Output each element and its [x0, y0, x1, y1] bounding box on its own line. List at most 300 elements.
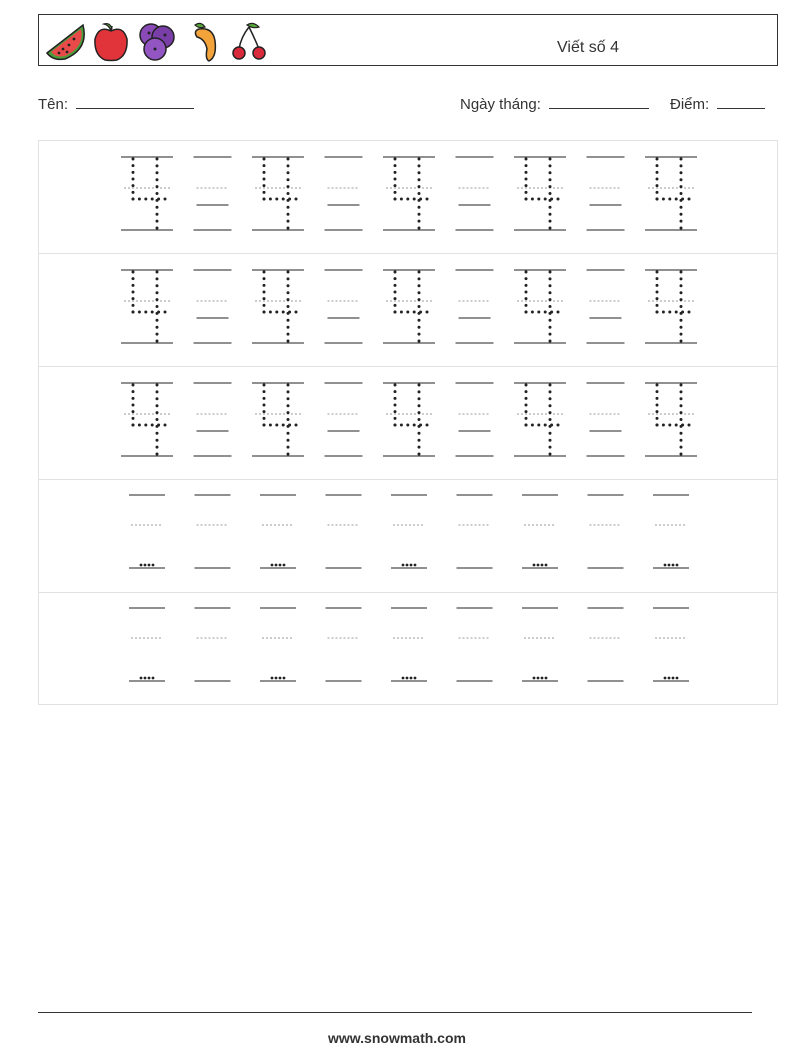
trace-dot [394, 424, 397, 427]
trace-dot [656, 297, 659, 300]
start-dot [533, 564, 536, 567]
trace-dot [426, 311, 429, 314]
trace-dot [295, 198, 298, 201]
trace-dot [156, 284, 159, 287]
trace-dot [549, 298, 552, 301]
trace-dot [156, 164, 159, 167]
start-dot [406, 564, 409, 567]
trace-dot [287, 298, 290, 301]
trace-dot [418, 432, 421, 435]
trace-dot [132, 277, 135, 280]
trace-dot [680, 453, 683, 456]
trace-dot [656, 184, 659, 187]
trace-dot [418, 312, 421, 315]
start-dot [140, 677, 143, 680]
trace-dot [544, 198, 547, 201]
trace-dot [680, 171, 683, 174]
trace-dot [418, 164, 421, 167]
trace-dot [132, 284, 135, 287]
trace-dot [656, 178, 659, 181]
trace-dot [287, 192, 290, 195]
trace-dot [287, 284, 290, 287]
trace-dot [525, 297, 528, 300]
start-dot [148, 677, 151, 680]
trace-dot [549, 319, 552, 322]
trace-dot [156, 178, 159, 181]
start-dot [668, 677, 671, 680]
trace-dot [656, 171, 659, 174]
trace-dot [156, 192, 159, 195]
trace-dot [156, 158, 159, 161]
trace-dot [132, 158, 135, 161]
trace-dot [656, 424, 659, 427]
trace-dot [418, 185, 421, 188]
row-guides [39, 141, 777, 254]
start-dot [140, 564, 143, 567]
trace-dot [557, 311, 560, 314]
trace-dot [156, 319, 159, 322]
trace-dot [164, 424, 167, 427]
trace-dot [287, 340, 290, 343]
start-dot [676, 677, 679, 680]
trace-dot [132, 171, 135, 174]
trace-dot [287, 305, 290, 308]
trace-dot [287, 213, 290, 216]
trace-dot [394, 184, 397, 187]
trace-dot [287, 333, 290, 336]
trace-dot [275, 311, 278, 314]
trace-dot [287, 404, 290, 407]
trace-dot [525, 277, 528, 280]
trace-dot [537, 424, 540, 427]
practice-grid [38, 140, 778, 705]
trace-dot [680, 305, 683, 308]
name-field [38, 94, 194, 113]
start-dot [152, 677, 155, 680]
trace-dot [680, 206, 683, 209]
trace-dot [680, 192, 683, 195]
start-dot [541, 564, 544, 567]
trace-dot [525, 271, 528, 274]
trace-dot [656, 404, 659, 407]
trace-dot [418, 411, 421, 414]
trace-dot [156, 305, 159, 308]
trace-dot [549, 390, 552, 393]
trace-dot [680, 185, 683, 188]
trace-dot [656, 417, 659, 420]
trace-dot [525, 311, 528, 314]
trace-dot [151, 311, 154, 314]
trace-dot [418, 220, 421, 223]
trace-dot [263, 284, 266, 287]
trace-dot [394, 384, 397, 387]
trace-dot [156, 298, 159, 301]
trace-dot [394, 198, 397, 201]
start-dot [148, 564, 151, 567]
trace-dot [656, 304, 659, 307]
trace-dot [680, 432, 683, 435]
trace-dot [406, 198, 409, 201]
trace-dot [287, 418, 290, 421]
trace-dot [418, 171, 421, 174]
practice-row-3 [39, 367, 777, 480]
trace-dot [525, 171, 528, 174]
trace-dot [680, 312, 683, 315]
trace-dot [680, 439, 683, 442]
trace-dot [132, 297, 135, 300]
row-guides [39, 254, 777, 367]
trace-dot [668, 198, 671, 201]
trace-dot [549, 213, 552, 216]
trace-dot [537, 311, 540, 314]
row-guides [39, 367, 777, 480]
start-dot [676, 564, 679, 567]
trace-dot [287, 158, 290, 161]
trace-dot [287, 178, 290, 181]
trace-dot [394, 390, 397, 393]
trace-dot [132, 191, 135, 194]
trace-dot [680, 158, 683, 161]
trace-dot [680, 298, 683, 301]
practice-row-2 [39, 254, 777, 367]
trace-dot [525, 397, 528, 400]
trace-dot [549, 277, 552, 280]
trace-dot [549, 305, 552, 308]
trace-dot [549, 178, 552, 181]
worksheet-title: Viết số 4 [557, 39, 619, 56]
trace-dot [400, 198, 403, 201]
trace-dot [394, 284, 397, 287]
start-dot [537, 677, 540, 680]
trace-dot [680, 446, 683, 449]
trace-dot [418, 319, 421, 322]
trace-dot [680, 220, 683, 223]
trace-dot [426, 424, 429, 427]
trace-dot [132, 390, 135, 393]
start-dot [283, 677, 286, 680]
date-field [460, 94, 649, 113]
trace-dot [287, 312, 290, 315]
trace-dot [151, 424, 154, 427]
trace-dot [287, 199, 290, 202]
practice-row-4 [39, 480, 777, 593]
trace-dot [680, 390, 683, 393]
trace-dot [156, 227, 159, 230]
trace-dot [525, 191, 528, 194]
name-blank[interactable] [76, 94, 194, 109]
trace-dot [668, 424, 671, 427]
trace-dot [132, 404, 135, 407]
trace-dot [263, 277, 266, 280]
trace-dot [282, 198, 285, 201]
start-dot [271, 564, 274, 567]
trace-dot [394, 271, 397, 274]
trace-dot [680, 340, 683, 343]
trace-dot [680, 271, 683, 274]
trace-dot [287, 271, 290, 274]
trace-dot [680, 425, 683, 428]
trace-dot [549, 192, 552, 195]
trace-dot [132, 397, 135, 400]
start-dot [545, 564, 548, 567]
footer-divider [38, 1012, 752, 1013]
trace-dot [418, 418, 421, 421]
trace-dot [263, 184, 266, 187]
plum-icon [135, 19, 179, 63]
trace-dot [656, 311, 659, 314]
trace-dot [688, 424, 691, 427]
trace-dot [156, 404, 159, 407]
trace-dot [132, 424, 135, 427]
start-dot [410, 677, 413, 680]
trace-dot [525, 198, 528, 201]
trace-dot [549, 418, 552, 421]
date-label: Ngày tháng: [460, 96, 541, 113]
trace-dot [544, 424, 547, 427]
trace-dot [132, 417, 135, 420]
trace-dot [525, 384, 528, 387]
trace-dot [263, 271, 266, 274]
date-blank[interactable] [549, 94, 649, 109]
trace-dot [675, 424, 678, 427]
trace-dot [680, 227, 683, 230]
trace-dot [287, 384, 290, 387]
trace-dot [531, 198, 534, 201]
trace-dot [156, 312, 159, 315]
name-label: Tên: [38, 96, 69, 113]
trace-dot [537, 198, 540, 201]
trace-dot [662, 424, 665, 427]
trace-dot [394, 158, 397, 161]
trace-dot [156, 291, 159, 294]
trace-dot [132, 184, 135, 187]
trace-dot [675, 198, 678, 201]
trace-dot [156, 271, 159, 274]
trace-dot [418, 158, 421, 161]
trace-dot [549, 206, 552, 209]
trace-dot [662, 198, 665, 201]
trace-dot [549, 333, 552, 336]
trace-dot [418, 404, 421, 407]
trace-dot [263, 417, 266, 420]
trace-dot [418, 284, 421, 287]
trace-dot [138, 424, 141, 427]
trace-dot [287, 185, 290, 188]
trace-dot [549, 291, 552, 294]
trace-dot [282, 424, 285, 427]
trace-dot [418, 340, 421, 343]
trace-dot [418, 178, 421, 181]
trace-dot [287, 432, 290, 435]
trace-dot [549, 227, 552, 230]
start-dot [533, 677, 536, 680]
trace-dot [156, 425, 159, 428]
trace-dot [549, 453, 552, 456]
trace-dot [418, 397, 421, 400]
trace-dot [549, 439, 552, 442]
trace-dot [156, 384, 159, 387]
trace-dot [287, 220, 290, 223]
apple-icon [89, 19, 133, 63]
trace-dot [156, 171, 159, 174]
start-dot [537, 564, 540, 567]
trace-dot [394, 191, 397, 194]
trace-dot [156, 390, 159, 393]
trace-dot [549, 199, 552, 202]
trace-dot [418, 213, 421, 216]
trace-dot [549, 411, 552, 414]
trace-dot [263, 164, 266, 167]
start-dot [545, 677, 548, 680]
row-guides [39, 593, 777, 706]
trace-dot [656, 198, 659, 201]
trace-dot [549, 284, 552, 287]
practice-row-5 [39, 593, 777, 706]
start-dot [279, 564, 282, 567]
trace-dot [426, 198, 429, 201]
trace-dot [156, 453, 159, 456]
trace-dot [287, 206, 290, 209]
trace-dot [549, 404, 552, 407]
score-blank[interactable] [717, 94, 765, 109]
trace-dot [263, 397, 266, 400]
worksheet-header [38, 14, 778, 66]
trace-dot [418, 227, 421, 230]
trace-dot [680, 178, 683, 181]
start-dot [275, 677, 278, 680]
trace-dot [418, 277, 421, 280]
trace-dot [680, 199, 683, 202]
trace-dot [132, 384, 135, 387]
trace-dot [263, 198, 266, 201]
trace-dot [549, 171, 552, 174]
trace-dot [525, 184, 528, 187]
trace-dot [287, 319, 290, 322]
trace-dot [656, 164, 659, 167]
mango-icon [183, 19, 227, 63]
trace-dot [680, 404, 683, 407]
trace-dot [394, 410, 397, 413]
trace-dot [418, 384, 421, 387]
trace-dot [287, 439, 290, 442]
trace-dot [132, 271, 135, 274]
trace-dot [156, 206, 159, 209]
trace-dot [132, 178, 135, 181]
trace-dot [287, 453, 290, 456]
trace-dot [132, 311, 135, 314]
trace-dot [418, 390, 421, 393]
trace-dot [394, 404, 397, 407]
trace-dot [164, 198, 167, 201]
trace-dot [680, 384, 683, 387]
start-dot [414, 677, 417, 680]
trace-dot [680, 319, 683, 322]
trace-dot [287, 446, 290, 449]
trace-dot [525, 424, 528, 427]
trace-dot [156, 397, 159, 400]
trace-dot [680, 164, 683, 167]
trace-dot [132, 410, 135, 413]
trace-dot [688, 198, 691, 201]
trace-dot [282, 311, 285, 314]
start-dot [402, 564, 405, 567]
trace-dot [557, 198, 560, 201]
trace-dot [263, 304, 266, 307]
start-dot [144, 564, 147, 567]
start-dot [406, 677, 409, 680]
trace-dot [680, 213, 683, 216]
start-dot [541, 677, 544, 680]
trace-dot [525, 304, 528, 307]
trace-dot [656, 284, 659, 287]
trace-dot [156, 439, 159, 442]
trace-dot [656, 158, 659, 161]
trace-dot [680, 333, 683, 336]
trace-dot [164, 311, 167, 314]
trace-dot [144, 424, 147, 427]
trace-dot [156, 185, 159, 188]
practice-row-1 [39, 141, 777, 254]
trace-dot [156, 432, 159, 435]
trace-dot [287, 277, 290, 280]
trace-dot [549, 185, 552, 188]
start-dot [414, 564, 417, 567]
trace-dot [295, 311, 298, 314]
trace-dot [525, 158, 528, 161]
trace-dot [418, 326, 421, 329]
trace-dot [525, 390, 528, 393]
trace-dot [418, 453, 421, 456]
start-dot [402, 677, 405, 680]
trace-dot [544, 311, 547, 314]
trace-dot [287, 291, 290, 294]
row-guides [39, 480, 777, 593]
trace-dot [418, 298, 421, 301]
trace-dot [656, 271, 659, 274]
trace-dot [680, 397, 683, 400]
trace-dot [132, 164, 135, 167]
trace-dot [675, 311, 678, 314]
trace-dot [418, 305, 421, 308]
trace-dot [263, 404, 266, 407]
trace-dot [656, 277, 659, 280]
trace-dot [275, 424, 278, 427]
trace-dot [406, 424, 409, 427]
trace-dot [400, 311, 403, 314]
trace-dot [656, 191, 659, 194]
trace-dot [680, 418, 683, 421]
trace-dot [656, 397, 659, 400]
trace-dot [656, 390, 659, 393]
trace-dot [688, 311, 691, 314]
trace-dot [656, 410, 659, 413]
trace-dot [418, 333, 421, 336]
trace-dot [525, 404, 528, 407]
trace-dot [263, 424, 266, 427]
trace-dot [418, 271, 421, 274]
trace-dot [413, 424, 416, 427]
start-dot [271, 677, 274, 680]
trace-dot [549, 158, 552, 161]
trace-dot [525, 164, 528, 167]
trace-dot [132, 304, 135, 307]
trace-dot [156, 277, 159, 280]
trace-dot [287, 326, 290, 329]
trace-dot [144, 311, 147, 314]
trace-dot [400, 424, 403, 427]
trace-dot [394, 164, 397, 167]
trace-dot [156, 213, 159, 216]
